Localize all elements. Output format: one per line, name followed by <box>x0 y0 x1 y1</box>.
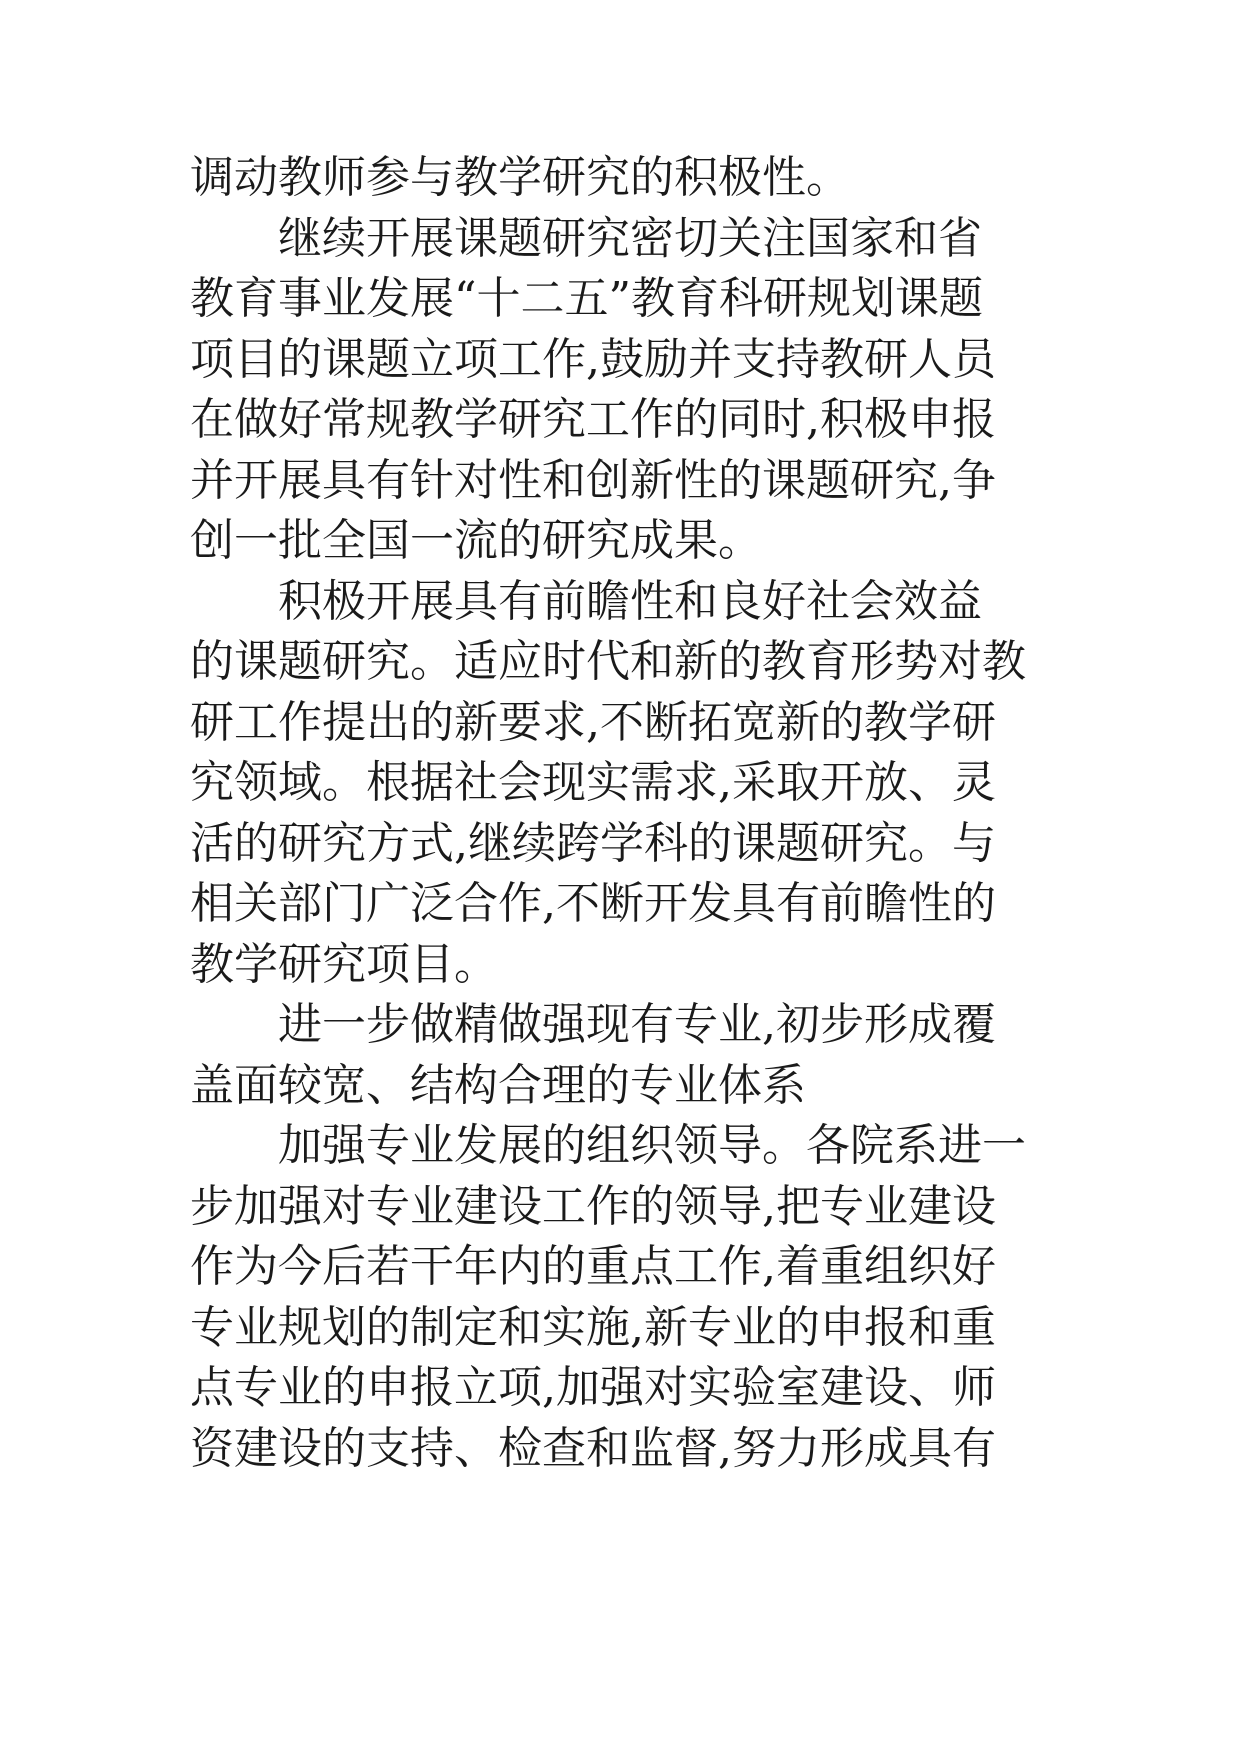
section-heading-line: 盖面较宽、结构合理的专业体系 <box>190 1059 806 1111</box>
text-line: 步加强对专业建设工作的领导,把专业建设 <box>190 1180 996 1232</box>
text-line: 并开展具有针对性和创新性的课题研究,争 <box>190 454 996 506</box>
body-text <box>190 148 1070 1479</box>
text-line: 在做好常规教学研究工作的同时,积极申报 <box>190 394 996 445</box>
section-heading-line: 进一步做精做强现有专业,初步形成覆 <box>278 999 996 1050</box>
text-line: 作为今后若干年内的重点工作,着重组织好 <box>190 1241 996 1292</box>
paragraph-start-line: 积极开展具有前瞻性和良好社会效益 <box>278 575 982 627</box>
text-line: 究领域。根据社会现实需求,采取开放、灵 <box>190 757 996 808</box>
text-line: 项目的课题立项工作,鼓励并支持教研人员 <box>190 333 996 385</box>
paragraph-start-line: 加强专业发展的组织领导。各院系进一 <box>278 1120 1026 1171</box>
text-line: 专业规划的制定和实施,新专业的申报和重 <box>190 1301 996 1353</box>
paragraph-start-line: 继续开展课题研究密切关注国家和省 <box>278 212 982 264</box>
text-line: 研工作提出的新要求,不断拓宽新的教学研 <box>190 696 996 748</box>
text-line: 相关部门广泛合作,不断开发具有前瞻性的 <box>190 878 996 929</box>
text-line: 的课题研究。适应时代和新的教育形势对教 <box>190 636 1026 687</box>
text-line: 点专业的申报立项,加强对实验室建设、师 <box>190 1362 996 1413</box>
text-line: 活的研究方式,继续跨学科的课题研究。与 <box>190 817 996 869</box>
text-line: 创一批全国一流的研究成果。 <box>190 515 762 566</box>
text-line: 教育事业发展“十二五”教育科研规划课题 <box>190 273 983 324</box>
text-line: 资建设的支持、检查和监督,努力形成具有 <box>190 1422 996 1474</box>
text-line: 教学研究项目。 <box>190 938 498 990</box>
text-line: 调动教师参与教学研究的积极性。 <box>190 152 850 203</box>
